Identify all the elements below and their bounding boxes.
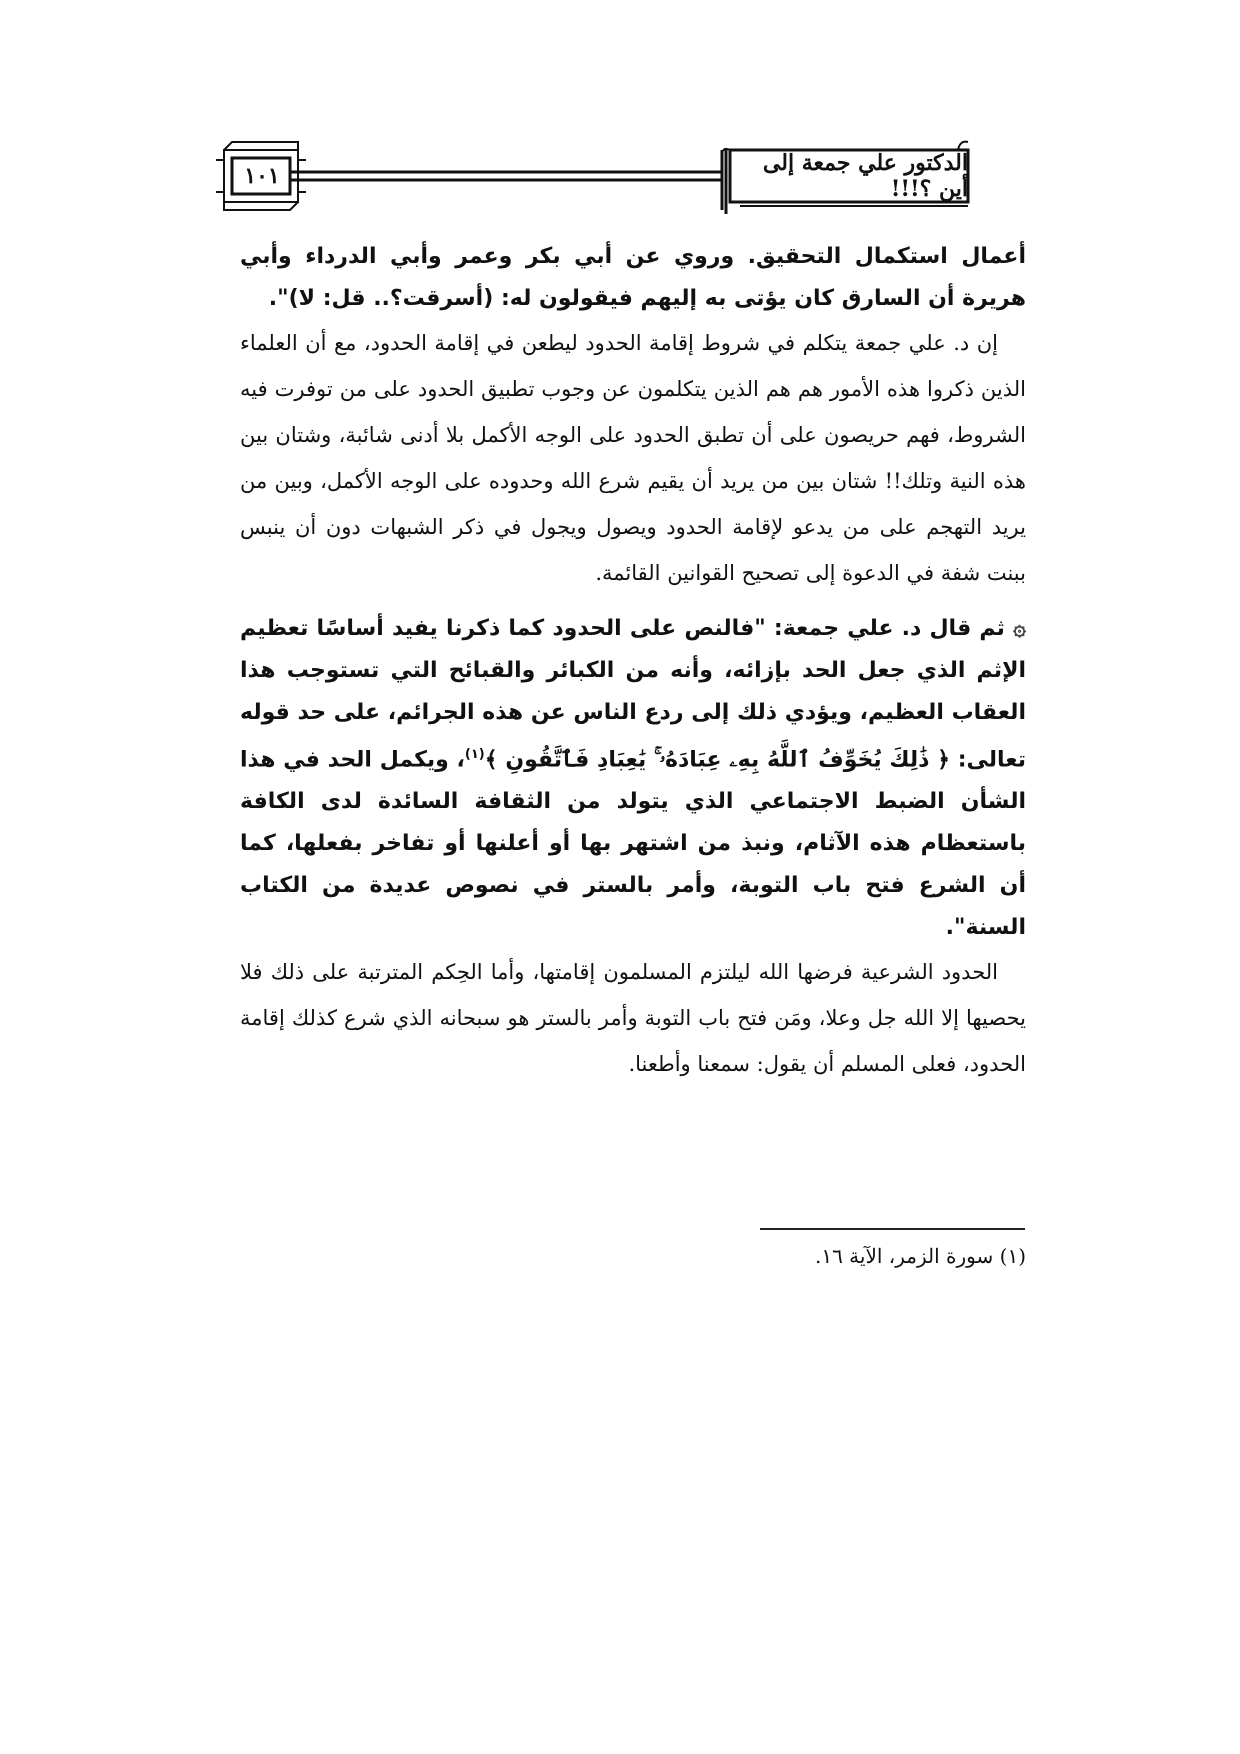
quote-intro: ثم قال د. علي جمعة:	[773, 616, 1005, 641]
footnote-reference[interactable]: (١)	[464, 747, 485, 762]
paragraph-1: أعمال استكمال التحقيق. وروي عن أبي بكر وعمر وأبي الدرداء وأبي هريرة أن السارق كان يؤتى به إليهم فيقولون له: (أسرقت؟.. قل: لا)".	[240, 244, 1026, 311]
quran-verse: ﴿ ذَٰلِكَ يُخَوِّفُ ٱللَّهُ بِهِۦ عِبَادَهُۥ ۚ يَٰعِبَادِ فَٱتَّقُونِ ﴾	[484, 747, 950, 773]
paragraph-3	[240, 608, 1026, 949]
quote-start: "فالنص على الحدود كما ذكرنا يفيد أساسًا تعظيم الإثم الذي جعل الحد بإزائه، وأنه من الكبائر والقبائح التي تستوجب هذا العقاب العظيم، ويؤدي ذلك إلى ردع الناس عن هذه الجرائم، على حد قوله تعالى:	[240, 616, 1026, 773]
footnote-divider	[760, 1228, 1025, 1230]
page-number: ١٠١	[244, 163, 280, 189]
paragraph-4: الحدود الشرعية فرضها الله ليلتزم المسلمون إقامتها، وأما الحِكم المترتبة على ذلك فلا يحصيها إلا الله جل وعلا، ومَن فتح باب التوبة وأمر بالستر هو سبحانه الذي شرع كذلك إقامة الحدود، فعلى المسلم أن يقول: سمعنا وأطعنا.	[240, 960, 1026, 1077]
footnote: (١) سورة الزمر، الآية ١٦.	[814, 1244, 1026, 1268]
body-text	[240, 236, 1026, 1087]
ornament-icon: ۞	[1013, 616, 1026, 641]
running-title: الدكتور علي جمعة إلى أين ؟!!!	[762, 150, 968, 202]
header-frame-decoration	[0, 0, 1240, 240]
page-header	[0, 0, 1240, 240]
quote-end: ، ويكمل الحد في هذا الشأن الضبط الاجتماعي الذي يتولد من الثقافة السائدة لدى الكافة باستعظام هذه الآثام، ونبذ من اشتهر بها أو أعلنها أو تفاخر بفعلها، كما أن الشرع فتح باب التوبة، وأمر بالستر في نصوص عديدة من الكتاب السنة".	[240, 747, 1026, 941]
paragraph-2: إن د. علي جمعة يتكلم في شروط إقامة الحدود ليطعن في إقامة الحدود، مع أن العلماء الذين ذكروا هذه الأمور هم هم الذين يتكلمون عن وجوب تطبيق الحدود على من توفرت فيه الشروط، فهم حريصون على أن تطبق الحدود على الوجه الأكمل بلا أدنى شائبة، وشتان بين هذه النية وتلك!! شتان بين من يريد أن يقيم شرع الله وحدوده على الوجه الأكمل، وبين من يريد التهجم على من يدعو لإقامة الحدود ويصول ويجول في ذكر الشبهات دون أن ينبس ببنت شفة في الدعوة إلى تصحيح القوانين القائمة.	[240, 331, 1026, 585]
